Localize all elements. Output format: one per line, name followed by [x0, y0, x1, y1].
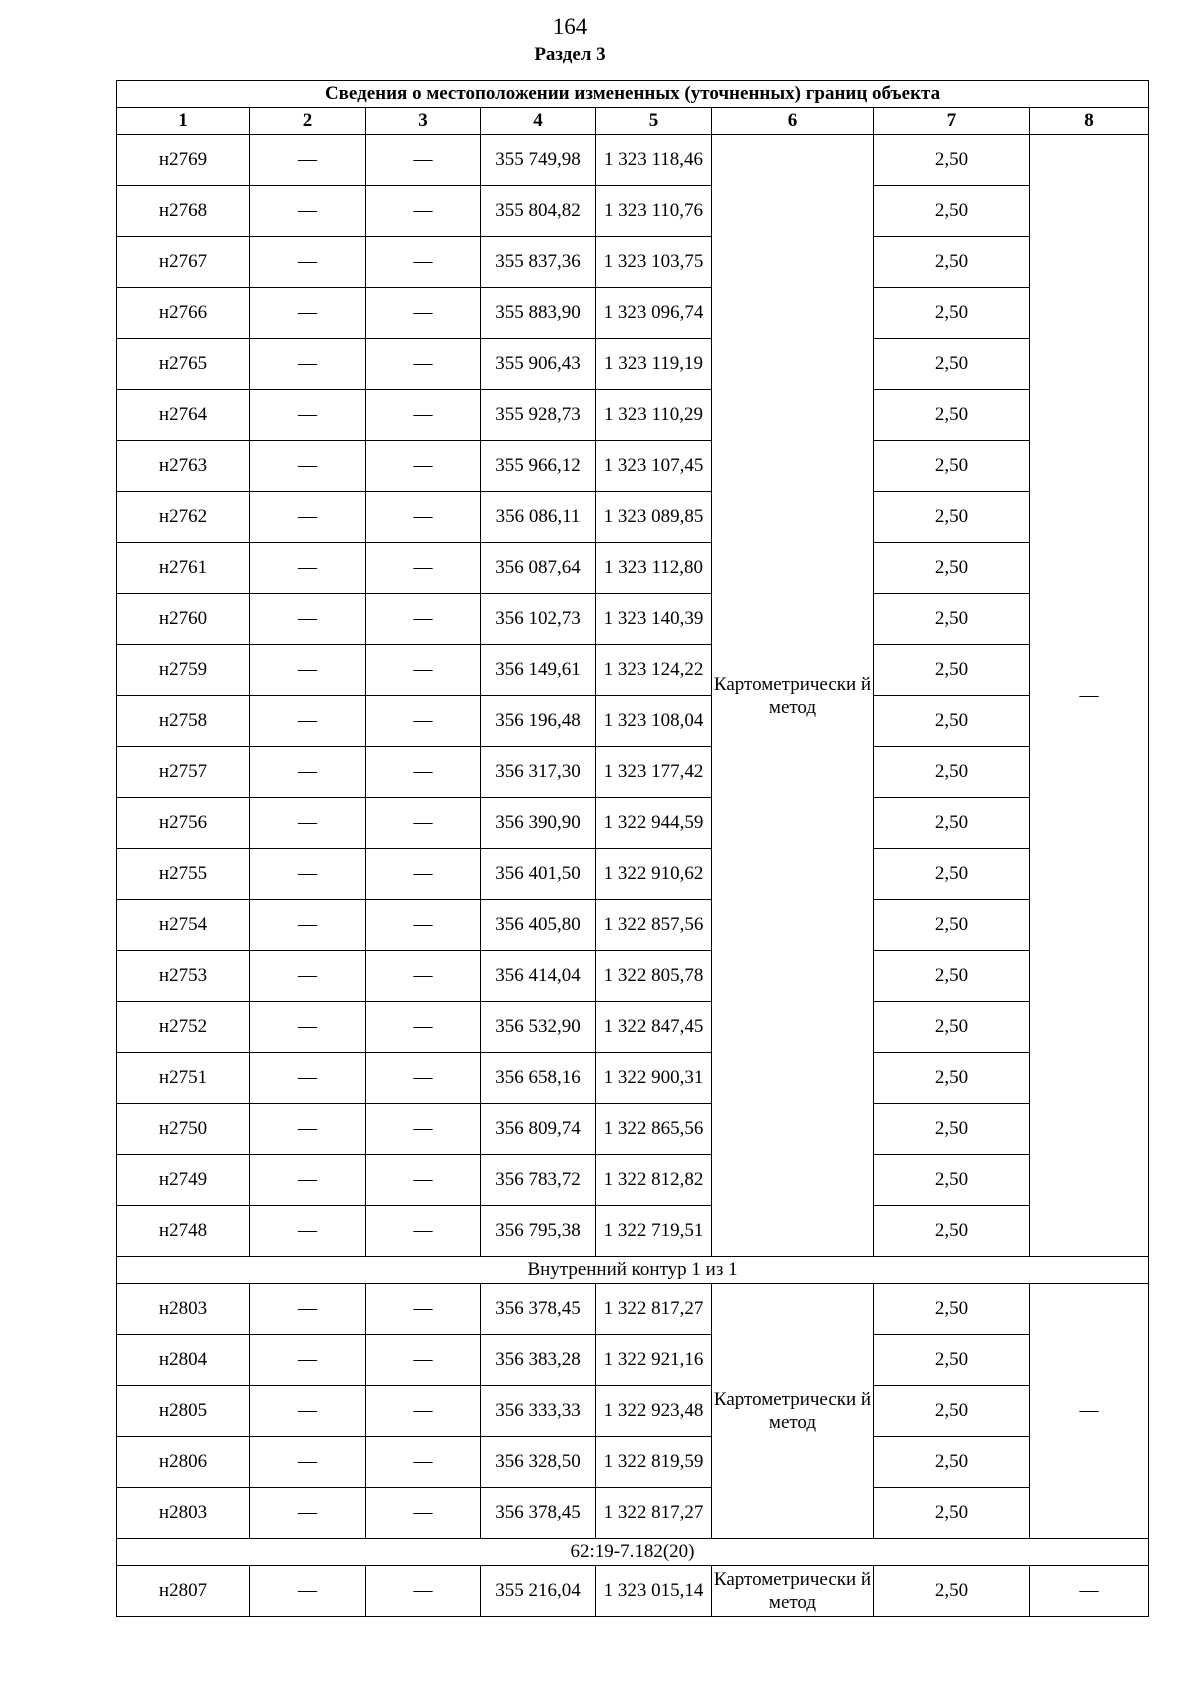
y-coordinate-cell: 1 323 110,76: [596, 186, 712, 237]
accuracy-cell: 2,50: [874, 1206, 1030, 1257]
accuracy-cell: 2,50: [874, 288, 1030, 339]
x-coordinate-cell: 356 378,45: [481, 1284, 596, 1335]
column-2-cell: —: [250, 288, 366, 339]
point-name-cell: н2751: [117, 1053, 250, 1104]
accuracy-cell: 2,50: [874, 1437, 1030, 1488]
column-2-cell: —: [250, 849, 366, 900]
column-3-cell: —: [366, 1386, 481, 1437]
column-number-5: 5: [596, 108, 712, 135]
column-2-cell: —: [250, 1206, 366, 1257]
point-name-cell: н2807: [117, 1566, 250, 1617]
column-2-cell: —: [250, 645, 366, 696]
y-coordinate-cell: 1 323 112,80: [596, 543, 712, 594]
column-2-cell: —: [250, 1002, 366, 1053]
accuracy-cell: 2,50: [874, 441, 1030, 492]
accuracy-cell: 2,50: [874, 594, 1030, 645]
x-coordinate-cell: 356 658,16: [481, 1053, 596, 1104]
table-row: [117, 1488, 1149, 1539]
table-row: [117, 135, 1149, 186]
column-3-cell: —: [366, 543, 481, 594]
table-row: [117, 1437, 1149, 1488]
column-2-cell: —: [250, 951, 366, 1002]
accuracy-cell: 2,50: [874, 1566, 1030, 1617]
column-3-cell: —: [366, 594, 481, 645]
table-row: [117, 1335, 1149, 1386]
column-3-cell: —: [366, 900, 481, 951]
x-coordinate-cell: 356 809,74: [481, 1104, 596, 1155]
table-row: [117, 1155, 1149, 1206]
table-row: [117, 1386, 1149, 1437]
table-row: [117, 441, 1149, 492]
column-number-1: 1: [117, 108, 250, 135]
y-coordinate-cell: 1 322 923,48: [596, 1386, 712, 1437]
table-row: [117, 645, 1149, 696]
y-coordinate-cell: 1 323 103,75: [596, 237, 712, 288]
accuracy-cell: 2,50: [874, 1488, 1030, 1539]
point-name-cell: н2760: [117, 594, 250, 645]
column-number-4: 4: [481, 108, 596, 135]
column-3-cell: —: [366, 339, 481, 390]
column-3-cell: —: [366, 390, 481, 441]
column-8-cell: —: [1030, 135, 1149, 1257]
column-number-6: 6: [712, 108, 874, 135]
accuracy-cell: 2,50: [874, 492, 1030, 543]
y-coordinate-cell: 1 322 910,62: [596, 849, 712, 900]
x-coordinate-cell: 355 749,98: [481, 135, 596, 186]
table-row: [117, 1002, 1149, 1053]
accuracy-cell: 2,50: [874, 1386, 1030, 1437]
table-row: [117, 492, 1149, 543]
x-coordinate-cell: 356 532,90: [481, 1002, 596, 1053]
table-row: [117, 543, 1149, 594]
table-row: [117, 186, 1149, 237]
group-label-row: [117, 1539, 1149, 1566]
accuracy-cell: 2,50: [874, 1335, 1030, 1386]
column-3-cell: —: [366, 237, 481, 288]
accuracy-cell: 2,50: [874, 645, 1030, 696]
x-coordinate-cell: 356 333,33: [481, 1386, 596, 1437]
table-row: [117, 696, 1149, 747]
column-2-cell: —: [250, 1437, 366, 1488]
column-2-cell: —: [250, 1155, 366, 1206]
y-coordinate-cell: 1 322 812,82: [596, 1155, 712, 1206]
y-coordinate-cell: 1 323 140,39: [596, 594, 712, 645]
accuracy-cell: 2,50: [874, 1155, 1030, 1206]
column-3-cell: —: [366, 1104, 481, 1155]
column-3-cell: —: [366, 135, 481, 186]
table-caption: Сведения о местоположении измененных (уточненных) границ объекта: [117, 81, 1149, 108]
table-row: [117, 798, 1149, 849]
accuracy-cell: 2,50: [874, 186, 1030, 237]
point-name-cell: н2764: [117, 390, 250, 441]
point-name-cell: н2757: [117, 747, 250, 798]
y-coordinate-cell: 1 322 857,56: [596, 900, 712, 951]
x-coordinate-cell: 356 405,80: [481, 900, 596, 951]
x-coordinate-cell: 356 383,28: [481, 1335, 596, 1386]
column-number-8: 8: [1030, 108, 1149, 135]
point-name-cell: н2803: [117, 1488, 250, 1539]
column-3-cell: —: [366, 696, 481, 747]
column-3-cell: —: [366, 1155, 481, 1206]
y-coordinate-cell: 1 322 817,27: [596, 1284, 712, 1335]
accuracy-cell: 2,50: [874, 747, 1030, 798]
accuracy-cell: 2,50: [874, 1053, 1030, 1104]
x-coordinate-cell: 356 783,72: [481, 1155, 596, 1206]
table-row: [117, 951, 1149, 1002]
point-name-cell: н2768: [117, 186, 250, 237]
group-label-row: [117, 1257, 1149, 1284]
group-label: Внутренний контур 1 из 1: [117, 1257, 1149, 1284]
x-coordinate-cell: 356 414,04: [481, 951, 596, 1002]
column-3-cell: —: [366, 288, 481, 339]
column-number-7: 7: [874, 108, 1030, 135]
accuracy-cell: 2,50: [874, 1284, 1030, 1335]
column-2-cell: —: [250, 594, 366, 645]
x-coordinate-cell: 356 328,50: [481, 1437, 596, 1488]
table-row: [117, 747, 1149, 798]
accuracy-cell: 2,50: [874, 135, 1030, 186]
x-coordinate-cell: 356 390,90: [481, 798, 596, 849]
point-name-cell: н2753: [117, 951, 250, 1002]
accuracy-cell: 2,50: [874, 1104, 1030, 1155]
table-row: [117, 1284, 1149, 1335]
x-coordinate-cell: 355 966,12: [481, 441, 596, 492]
column-3-cell: —: [366, 186, 481, 237]
x-coordinate-cell: 355 928,73: [481, 390, 596, 441]
point-name-cell: н2763: [117, 441, 250, 492]
point-name-cell: н2752: [117, 1002, 250, 1053]
point-name-cell: н2749: [117, 1155, 250, 1206]
accuracy-cell: 2,50: [874, 696, 1030, 747]
column-3-cell: —: [366, 1488, 481, 1539]
x-coordinate-cell: 356 086,11: [481, 492, 596, 543]
table-row: [117, 1206, 1149, 1257]
point-name-cell: н2804: [117, 1335, 250, 1386]
y-coordinate-cell: 1 322 921,16: [596, 1335, 712, 1386]
point-name-cell: н2756: [117, 798, 250, 849]
column-2-cell: —: [250, 441, 366, 492]
column-8-cell: —: [1030, 1284, 1149, 1539]
x-coordinate-cell: 356 795,38: [481, 1206, 596, 1257]
column-3-cell: —: [366, 1002, 481, 1053]
y-coordinate-cell: 1 323 124,22: [596, 645, 712, 696]
column-2-cell: —: [250, 1104, 366, 1155]
y-coordinate-cell: 1 322 805,78: [596, 951, 712, 1002]
y-coordinate-cell: 1 322 819,59: [596, 1437, 712, 1488]
column-2-cell: —: [250, 492, 366, 543]
page-number: 164: [552, 14, 588, 39]
x-coordinate-cell: 356 317,30: [481, 747, 596, 798]
column-3-cell: —: [366, 798, 481, 849]
section-title: Раздел 3: [534, 44, 606, 65]
point-name-cell: н2759: [117, 645, 250, 696]
y-coordinate-cell: 1 322 847,45: [596, 1002, 712, 1053]
column-3-cell: —: [366, 1284, 481, 1335]
y-coordinate-cell: 1 323 108,04: [596, 696, 712, 747]
x-coordinate-cell: 356 378,45: [481, 1488, 596, 1539]
column-2-cell: —: [250, 339, 366, 390]
y-coordinate-cell: 1 323 107,45: [596, 441, 712, 492]
column-2-cell: —: [250, 900, 366, 951]
column-2-cell: —: [250, 1053, 366, 1104]
table-row: [117, 237, 1149, 288]
table-row: [117, 849, 1149, 900]
accuracy-cell: 2,50: [874, 543, 1030, 594]
table-row: [117, 594, 1149, 645]
table-row: [117, 288, 1149, 339]
column-3-cell: —: [366, 1335, 481, 1386]
table-row: [117, 339, 1149, 390]
x-coordinate-cell: 355 804,82: [481, 186, 596, 237]
accuracy-cell: 2,50: [874, 237, 1030, 288]
y-coordinate-cell: 1 323 118,46: [596, 135, 712, 186]
table-row: [117, 1104, 1149, 1155]
y-coordinate-cell: 1 323 096,74: [596, 288, 712, 339]
column-number-row: [117, 108, 1149, 135]
point-name-cell: н2761: [117, 543, 250, 594]
table-body: [117, 135, 1149, 1617]
column-number-2: 2: [250, 108, 366, 135]
column-2-cell: —: [250, 1386, 366, 1437]
column-3-cell: —: [366, 951, 481, 1002]
method-cell: Картометрически й метод: [712, 1284, 874, 1539]
point-name-cell: н2754: [117, 900, 250, 951]
column-2-cell: —: [250, 696, 366, 747]
y-coordinate-cell: 1 323 015,14: [596, 1566, 712, 1617]
y-coordinate-cell: 1 322 944,59: [596, 798, 712, 849]
column-3-cell: —: [366, 441, 481, 492]
column-2-cell: —: [250, 1335, 366, 1386]
x-coordinate-cell: 356 401,50: [481, 849, 596, 900]
point-name-cell: н2758: [117, 696, 250, 747]
table-row: [117, 900, 1149, 951]
group-label: 62:19-7.182(20): [117, 1539, 1149, 1566]
point-name-cell: н2767: [117, 237, 250, 288]
y-coordinate-cell: 1 323 089,85: [596, 492, 712, 543]
x-coordinate-cell: 355 883,90: [481, 288, 596, 339]
y-coordinate-cell: 1 322 900,31: [596, 1053, 712, 1104]
point-name-cell: н2805: [117, 1386, 250, 1437]
accuracy-cell: 2,50: [874, 339, 1030, 390]
column-3-cell: —: [366, 492, 481, 543]
y-coordinate-cell: 1 322 817,27: [596, 1488, 712, 1539]
column-3-cell: —: [366, 1206, 481, 1257]
accuracy-cell: 2,50: [874, 798, 1030, 849]
x-coordinate-cell: 356 196,48: [481, 696, 596, 747]
column-2-cell: —: [250, 135, 366, 186]
column-3-cell: —: [366, 1566, 481, 1617]
x-coordinate-cell: 356 087,64: [481, 543, 596, 594]
column-2-cell: —: [250, 1284, 366, 1335]
column-3-cell: —: [366, 1437, 481, 1488]
x-coordinate-cell: 355 216,04: [481, 1566, 596, 1617]
column-3-cell: —: [366, 645, 481, 696]
point-name-cell: н2750: [117, 1104, 250, 1155]
y-coordinate-cell: 1 322 719,51: [596, 1206, 712, 1257]
accuracy-cell: 2,50: [874, 390, 1030, 441]
column-3-cell: —: [366, 849, 481, 900]
x-coordinate-cell: 355 837,36: [481, 237, 596, 288]
x-coordinate-cell: 355 906,43: [481, 339, 596, 390]
column-2-cell: —: [250, 1566, 366, 1617]
column-2-cell: —: [250, 1488, 366, 1539]
y-coordinate-cell: 1 322 865,56: [596, 1104, 712, 1155]
column-3-cell: —: [366, 1053, 481, 1104]
point-name-cell: н2766: [117, 288, 250, 339]
column-number-3: 3: [366, 108, 481, 135]
accuracy-cell: 2,50: [874, 1002, 1030, 1053]
table-row: [117, 1566, 1149, 1617]
boundary-coordinates-table: [116, 80, 1149, 1617]
point-name-cell: н2769: [117, 135, 250, 186]
method-cell: Картометрически й метод: [712, 135, 874, 1257]
accuracy-cell: 2,50: [874, 900, 1030, 951]
table-row: [117, 1053, 1149, 1104]
column-2-cell: —: [250, 798, 366, 849]
point-name-cell: н2803: [117, 1284, 250, 1335]
column-8-cell: —: [1030, 1566, 1149, 1617]
point-name-cell: н2806: [117, 1437, 250, 1488]
point-name-cell: н2765: [117, 339, 250, 390]
accuracy-cell: 2,50: [874, 849, 1030, 900]
y-coordinate-cell: 1 323 119,19: [596, 339, 712, 390]
column-2-cell: —: [250, 747, 366, 798]
accuracy-cell: 2,50: [874, 951, 1030, 1002]
column-2-cell: —: [250, 186, 366, 237]
column-2-cell: —: [250, 237, 366, 288]
column-2-cell: —: [250, 543, 366, 594]
column-3-cell: —: [366, 747, 481, 798]
column-2-cell: —: [250, 390, 366, 441]
x-coordinate-cell: 356 149,61: [481, 645, 596, 696]
y-coordinate-cell: 1 323 177,42: [596, 747, 712, 798]
y-coordinate-cell: 1 323 110,29: [596, 390, 712, 441]
x-coordinate-cell: 356 102,73: [481, 594, 596, 645]
method-cell: Картометрически й метод: [712, 1566, 874, 1617]
point-name-cell: н2748: [117, 1206, 250, 1257]
point-name-cell: н2762: [117, 492, 250, 543]
table-row: [117, 390, 1149, 441]
point-name-cell: н2755: [117, 849, 250, 900]
